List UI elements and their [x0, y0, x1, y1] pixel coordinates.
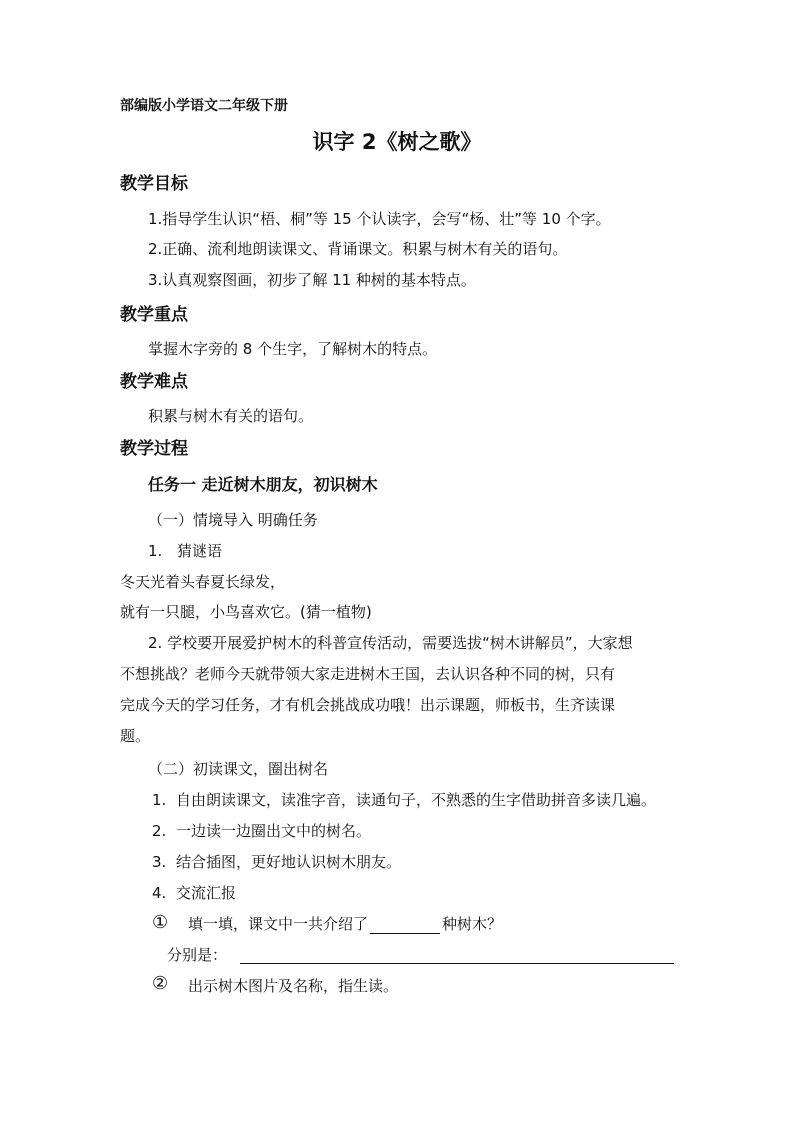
goal-2: 2.正确、流利地朗读课文、背诵课文。积累与树木有关的语句。: [148, 240, 568, 258]
item-1-number: 1.: [148, 542, 163, 560]
goal-1: 1.指导学生认识“梧、桐”等 15 个认读字，会写“杨、壮”等 10 个字。: [148, 210, 611, 228]
textbook-subtitle: 部编版小学语文二年级下册: [120, 98, 288, 114]
page-title: 识字 2《树之歌》: [312, 130, 482, 154]
fill-in-question-suffix: 种树木？: [442, 915, 503, 933]
step-number: 1.: [152, 791, 167, 809]
riddle-line-2: 就有一只腿，小鸟喜欢它。(猜一植物): [120, 603, 372, 621]
step-text: 结合插图，更好地认识树木朋友。: [176, 853, 402, 871]
task-1-title: 任务一 走近树木朋友，初识树木: [148, 475, 378, 494]
item-2-line-2: 不想挑战？老师今天就带领大家走进树木王国，去认识各种不同的树，只有: [120, 665, 616, 683]
item-2-line-3: 完成今天的学习任务，才有机会挑战成功哦！出示课题，师板书，生齐读课: [120, 696, 616, 714]
section-heading-difficulties: 教学难点: [120, 372, 188, 392]
difficulties-text: 积累与树木有关的语句。: [148, 407, 314, 425]
part-2-heading: （二）初读课文，圈出树名: [148, 760, 329, 778]
step-text: 一边读一边圈出文中的树名。: [176, 822, 372, 840]
circled-number-1: ①: [152, 912, 169, 933]
step-number: 2.: [152, 822, 167, 840]
section-heading-key-points: 教学重点: [120, 305, 188, 325]
fill-in-question: [188, 914, 502, 934]
key-points-text: 掌握木字旁的 8 个生字，了解树木的特点。: [148, 340, 438, 358]
section-heading-goals: 教学目标: [120, 174, 188, 194]
fill-in-question-text: 填一填，课文中一共介绍了: [188, 915, 369, 933]
step-number: 3.: [152, 853, 167, 871]
goal-3: 3.认真观察图画，初步了解 11 种树的基本特点。: [148, 271, 476, 289]
item-2-line-4: 题。: [120, 727, 151, 745]
step-text: 交流汇报: [176, 884, 237, 902]
respectively-label: 分别是：: [167, 946, 228, 964]
step-number: 4.: [152, 884, 167, 902]
answer-blank[interactable]: [370, 917, 440, 934]
item-1-text: 猜谜语: [177, 542, 223, 560]
part-1-heading: （一）情境导入 明确任务: [148, 511, 318, 529]
section-heading-process: 教学过程: [120, 439, 188, 459]
riddle-line-1: 冬天光着头春夏长绿发，: [120, 573, 286, 591]
item-2-line-1: 2. 学校要开展爱护树木的科普宣传活动，需要选拔“树木讲解员”，大家想: [148, 634, 633, 652]
step-text: 自由朗读课文，读准字音，读通句子，不熟悉的生字借助拼音多读几遍。: [176, 791, 657, 809]
show-pictures-text: 出示树木图片及名称，指生读。: [188, 977, 399, 995]
circled-number-2: ②: [152, 973, 169, 994]
answer-line[interactable]: [240, 963, 674, 964]
